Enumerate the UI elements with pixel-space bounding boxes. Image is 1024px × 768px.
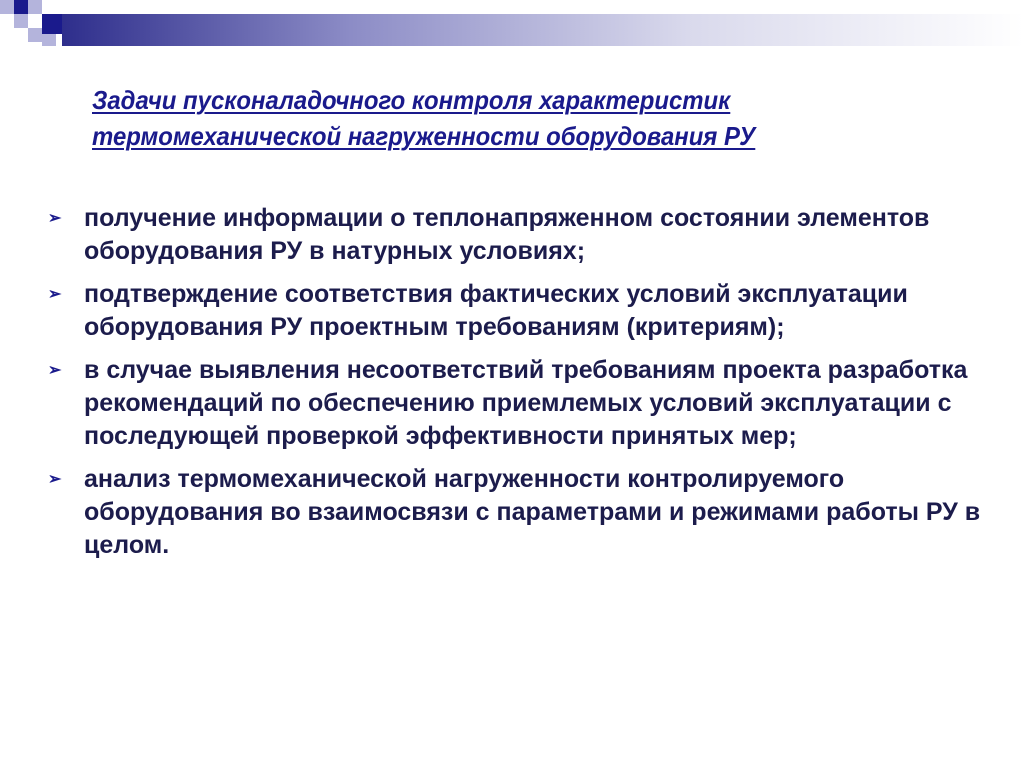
decorative-square — [14, 14, 28, 28]
decorative-gradient-bar — [62, 14, 1024, 46]
bullet-item — [48, 354, 988, 453]
decorative-square — [0, 0, 14, 14]
bullet-text: подтверждение соответствия фактических условий эксплуатации оборудования РУ проектным требованиям (критериям); — [84, 280, 908, 341]
bullet-text: получение информации о теплонапряженном состоянии элементов оборудования РУ в натурных условиях; — [84, 204, 930, 265]
chevron-right-icon: ➢ — [48, 471, 62, 488]
bullet-text: анализ термомеханической нагруженности контролируемого оборудования во взаимосвязи с параметрами и режимами работы РУ в целом. — [84, 465, 981, 559]
bullet-item — [48, 202, 988, 268]
bullet-item — [48, 463, 988, 562]
decorative-square — [28, 28, 42, 42]
decorative-square — [14, 0, 28, 14]
decorative-square — [42, 34, 56, 46]
chevron-right-icon: ➢ — [48, 362, 62, 379]
decorative-square — [28, 0, 42, 14]
chevron-right-icon: ➢ — [48, 210, 62, 227]
slide-title: Задачи пусконаладочного контроля характеристик термомеханической нагруженности оборудования РУ — [92, 85, 756, 151]
decorative-header — [0, 0, 1024, 60]
bullet-text: в случае выявления несоответствий требованиям проекта разработка рекомендаций по обеспечению приемлемых условий эксплуатации с последующей проверкой эффективности принятых мер; — [84, 356, 968, 450]
chevron-right-icon: ➢ — [48, 286, 62, 303]
decorative-square — [42, 14, 62, 34]
bullet-item — [48, 278, 988, 344]
bullet-list — [48, 202, 988, 572]
